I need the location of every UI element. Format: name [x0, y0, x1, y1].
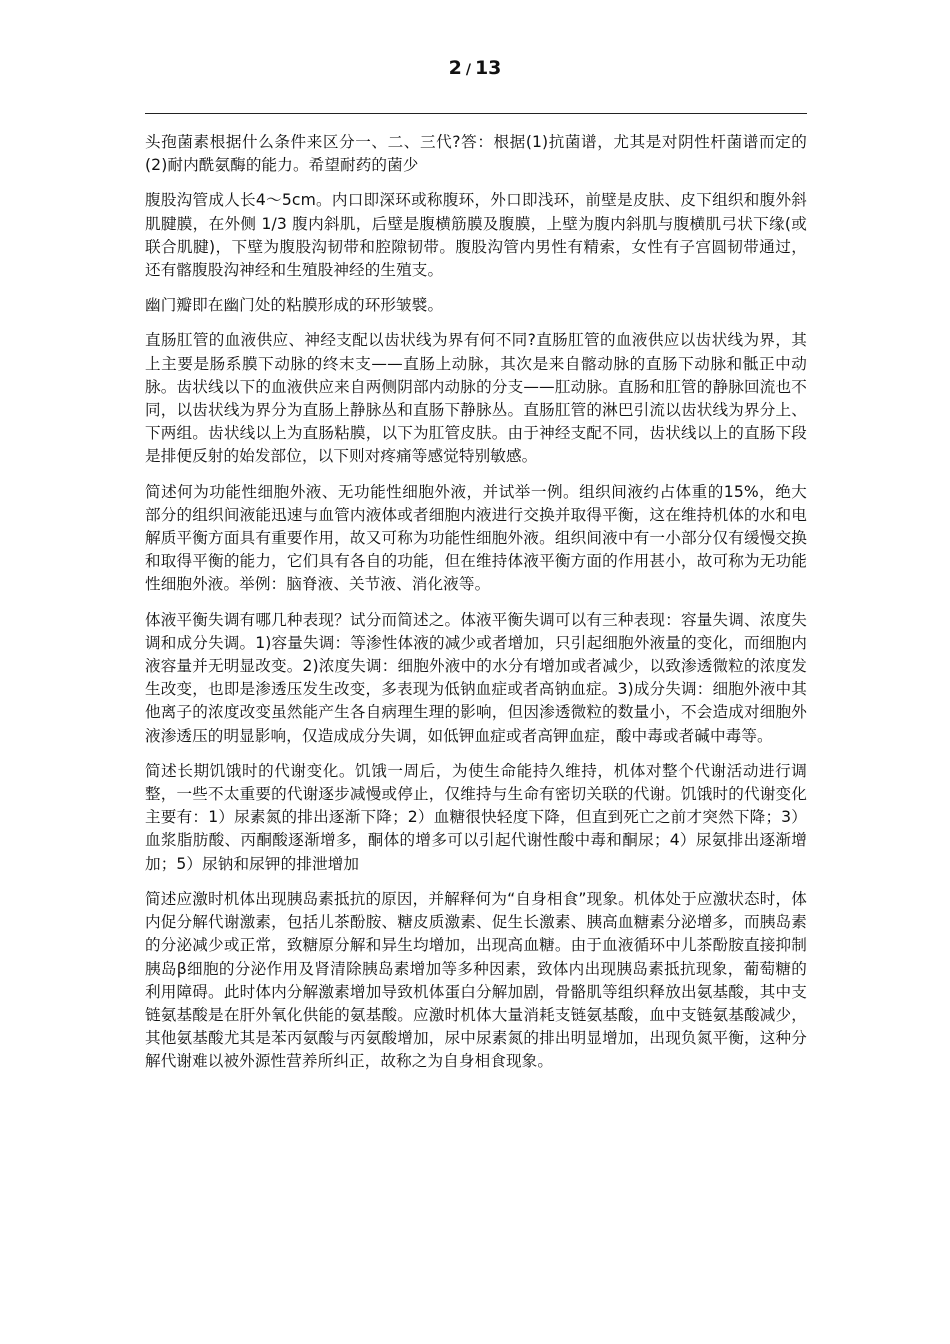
paragraph-rectum-anal-canal: 直肠肛管的血液供应、神经支配以齿状线为界有何不同?直肠肛管的血液供应以齿状线为界，其上主要是肠系膜下动脉的终末支——直肠上动脉，其次是来自髂动脉的直肠下动脉和骶正中动脉。齿状线以下的血液供应来自两侧阴部内动脉的分支——肛动脉。直肠和肛管的静脉回流也不同，以齿状线为界分为直肠上静脉丛和直肠下静脉丛。直肠肛管的淋巴引流以齿状线为界分上、下两组。齿状线以上为直肠粘膜，以下为肛管皮肤。由于神经支配不同，齿状线以上的直肠下段是排便反射的始发部位，以下则对疼痛等感觉特别敏感。 — [145, 331, 807, 466]
paragraph-cephalosporin: 头孢菌素根据什么条件来区分一、二、三代?答：根据(1)抗菌谱，尤其是对阴性杆菌谱而定的(2)耐内酰氨酶的能力。希望耐药的菌少 — [145, 133, 807, 175]
total-pages: 13 — [474, 57, 502, 79]
page-separator: / — [465, 62, 471, 78]
paragraph-insulin-resistance: 简述应激时机体出现胰岛素抵抗的原因，并解释何为“自身相食”现象。机体处于应激状态时，体内促分解代谢激素，包括儿茶酚胺、糖皮质激素、促生长激素、胰高血糖素分泌增多，而胰岛素的分泌减少或正常，致糖原分解和异生均增加，出现高血糖。由于血液循环中儿茶酚胺直接抑制胰岛β细胞的分泌作用及肾清除胰岛素增加等多种因素，致体内出现胰岛素抵抗现象，葡萄糖的利用障碍。此时体内分解激素增加导致机体蛋白分解加剧，骨骼肌等组织释放出氨基酸，其中支链氨基酸是在肝外氧化供能的氨基酸。应激时机体大量消耗支链氨基酸，血中支链氨基酸减少，其他氨基酸尤其是苯丙氨酸与丙氨酸增加，尿中尿素氮的排出明显增加，出现负氮平衡，这种分解代谢难以被外源性营养所纠正，故称之为自身相食现象。 — [145, 889, 807, 1071]
paragraph-extracellular-fluid: 简述何为功能性细胞外液、无功能性细胞外液，并试举一例。组织间液约占体重的15%，绝大部分的组织间液能迅速与血管内液体或者细胞内液进行交换并取得平衡，这在维持机体的水和电解质平衡方面具有重要作用，故又可称为功能性细胞外液。组织间液中有一小部分仅有缓慢交换和取得平衡的能力，它们具有各自的功能，但在维持体液平衡方面的作用甚小，故可称为无功能性细胞外液。举例：脑脊液、关节液、消化液等。 — [145, 482, 807, 594]
paragraph-fluid-imbalance: 体液平衡失调有哪几种表现？试分而简述之。体液平衡失调可以有三种表现：容量失调、浓度失调和成分失调。1)容量失调：等渗性体液的减少或者增加，只引起细胞外液量的变化，而细胞内液容量并无明显改变。2)浓度失调：细胞外液中的水分有增加或者减少，以致渗透微粒的浓度发生改变，也即是渗透压发生改变，多表现为低钠血症或者高钠血症。3)成分失调：细胞外液中其他离子的浓度改变虽然能产生各自病理生理的影响，但因渗透微粒的数量小，不会造成对细胞外液渗透压的明显影响，仅造成成分失调，如低钾血症或者高钾血症，酸中毒或者碱中毒等。 — [145, 610, 807, 745]
paragraph-inguinal-canal: 腹股沟管成人长4～5cm。内口即深环或称腹环，外口即浅环，前壁是皮肤、皮下组织和腹外斜肌腱膜，在外侧 1/3 腹内斜肌，后壁是腹横筋膜及腹膜，上壁为腹内斜肌与腹横肌弓状下缘(或联合肌腱)，下壁为腹股沟韧带和腔隙韧带。腹股沟管内男性有精索，女性有子宫圆韧带通过，还有髂腹股沟神经和生殖股神经的生殖支。 — [145, 191, 807, 280]
page-number — [0, 56, 950, 82]
paragraph-pyloric-valve: 幽门瓣即在幽门处的粘膜形成的环形皱襞。 — [145, 296, 444, 315]
document-body — [145, 131, 807, 1086]
current-page-number: 2 — [448, 57, 462, 79]
paragraph-starvation-metabolism: 简述长期饥饿时的代谢变化。饥饿一周后，为使生命能持久维持，机体对整个代谢活动进行调整，一些不太重要的代谢逐步减慢或停止，仅维持与生命有密切关联的代谢。饥饿时的代谢变化主要有：1）尿素氮的排出逐渐下降；2）血糖很快轻度下降，但直到死亡之前才突然下降；3）血浆脂肪酸、丙酮酸逐渐增多，酮体的增多可以引起代谢性酸中毒和酮尿；4）尿氨排出逐渐增加；5）尿钠和尿钾的排泄增加 — [145, 761, 807, 873]
header-divider — [145, 113, 807, 114]
